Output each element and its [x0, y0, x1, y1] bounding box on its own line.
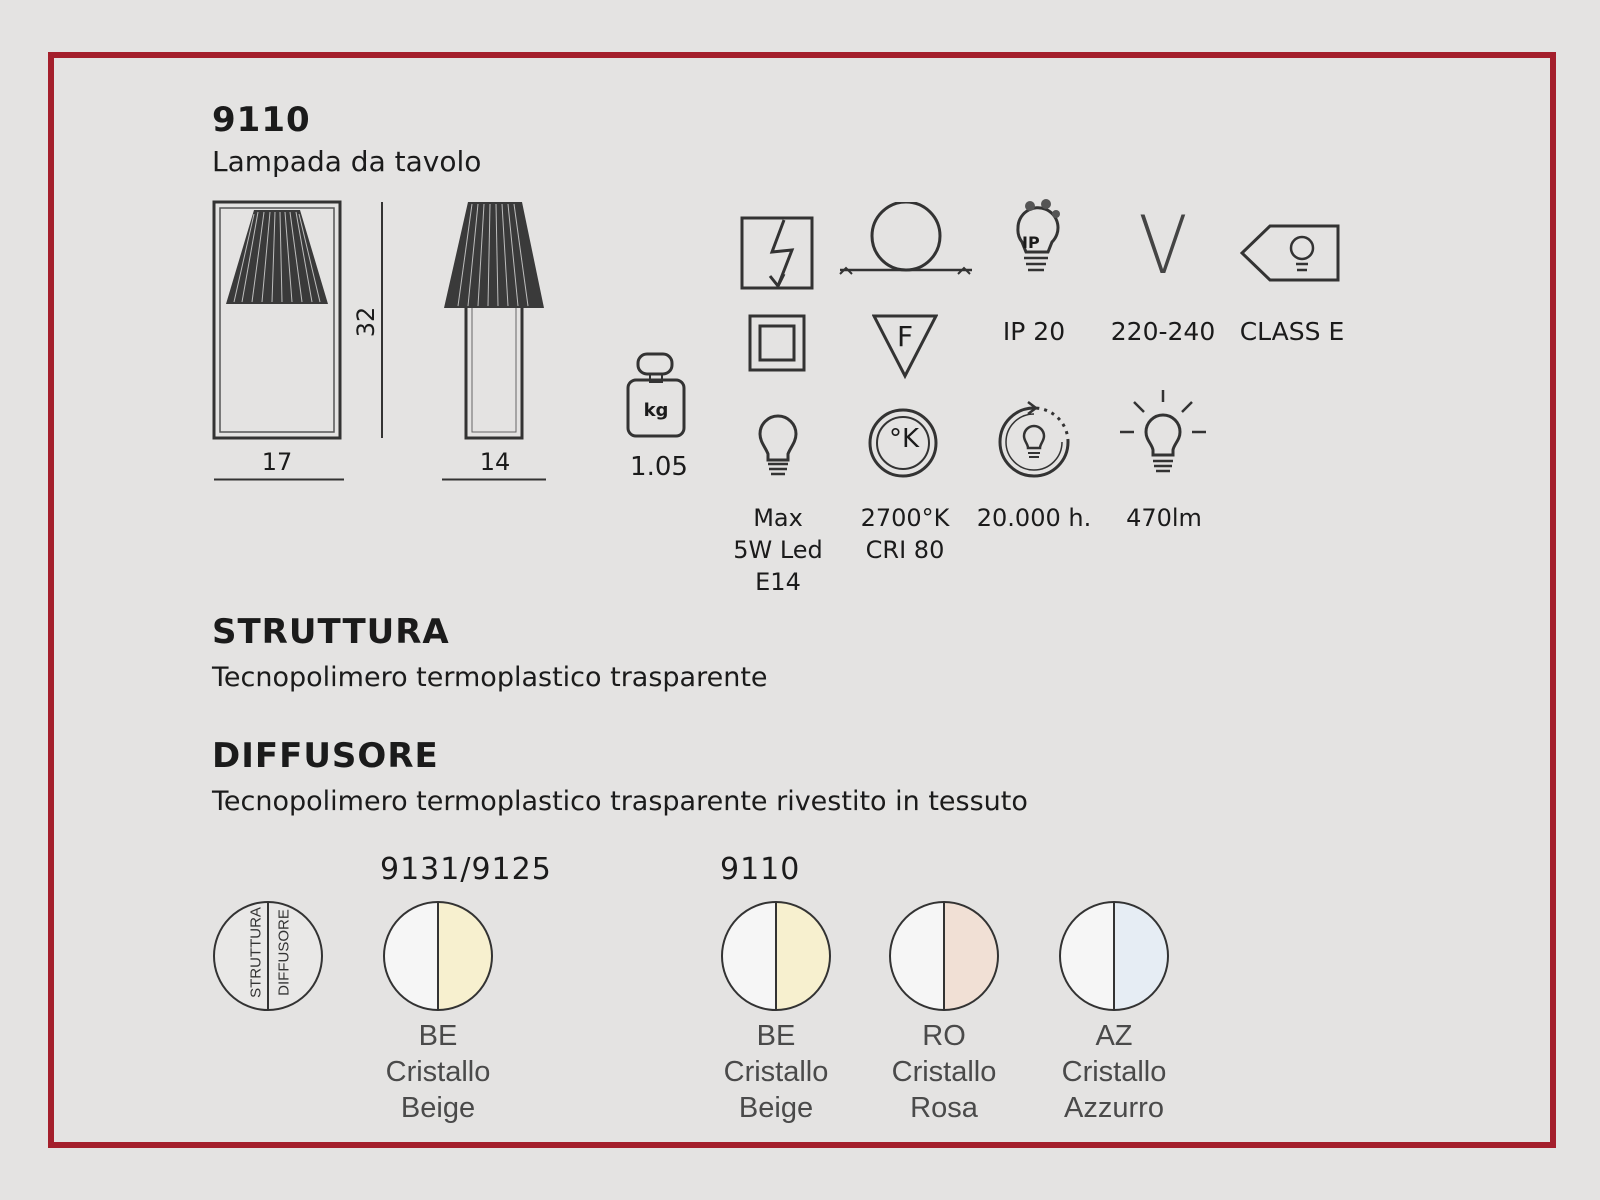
- finish-swatch: [1058, 900, 1170, 1012]
- finish-code: AZ: [1095, 1020, 1133, 1052]
- color-temp-line: CRI 80: [865, 536, 945, 564]
- bulb-spec-line: 5W Led: [733, 536, 823, 564]
- finish-name-line1: Cristallo: [1061, 1056, 1167, 1088]
- finish-label: [696, 1018, 856, 1126]
- energy-class-value: CLASS E: [1239, 317, 1345, 346]
- front-width-line: [214, 478, 344, 481]
- voltage-icon: V: [1138, 199, 1188, 292]
- finish-label: [864, 1018, 1024, 1126]
- kelvin-symbol: °K: [888, 424, 920, 454]
- weight-value: 1.05: [630, 452, 688, 482]
- lumen-value: 470lm: [1126, 504, 1202, 532]
- finish-swatch-svg: [1058, 900, 1170, 1012]
- bulb-spec: [718, 502, 838, 598]
- finish-swatch: [382, 900, 494, 1012]
- structure-title: STRUTTURA: [212, 612, 450, 652]
- legend-diffuser-label: DIFFUSORE: [275, 909, 293, 996]
- weight-icon: [624, 352, 688, 442]
- finish-group-title: 9110: [720, 852, 801, 887]
- diffuser-text: Tecnopolimero termoplastico trasparente rivestito in tessuto: [212, 786, 1028, 817]
- legend-structure-label: STRUTTURA: [247, 907, 265, 998]
- finish-name-line2: Rosa: [910, 1092, 978, 1124]
- lamp-front-drawing: [212, 200, 348, 444]
- surface-mount-icon: [838, 202, 974, 276]
- structure-text: Tecnopolimero termoplastico trasparente: [212, 662, 768, 693]
- height-line: [380, 202, 384, 438]
- side-width-line: [442, 478, 546, 481]
- lifetime-value: 20.000 h.: [976, 504, 1092, 532]
- filament-f-letter: F: [896, 320, 914, 353]
- finish-code: RO: [922, 1020, 966, 1052]
- color-temp-line: 2700°K: [860, 504, 950, 532]
- product-name: Lampada da tavolo: [212, 145, 482, 178]
- side-width-dimension: 14: [479, 448, 511, 476]
- finish-swatch: [888, 900, 1000, 1012]
- finish-name-line2: Beige: [738, 1092, 814, 1124]
- finish-code: BE: [418, 1020, 458, 1052]
- bulb-spec-line: E14: [755, 568, 801, 596]
- finish-code: BE: [756, 1020, 796, 1052]
- height-dimension: 32: [352, 306, 380, 338]
- weight-unit: kg: [643, 400, 669, 421]
- ip-logo-text: IP: [1022, 233, 1040, 252]
- legend-swatch: [212, 900, 324, 1012]
- finish-group-title: 9131/9125: [380, 852, 552, 887]
- bulb-spec-line: Max: [753, 504, 803, 532]
- finish-name-line2: Azzurro: [1064, 1092, 1164, 1124]
- finish-name-line1: Cristallo: [891, 1056, 997, 1088]
- finish-name-line2: Beige: [400, 1092, 476, 1124]
- diffuser-title: DIFFUSORE: [212, 736, 439, 776]
- finish-name-line1: Cristallo: [723, 1056, 829, 1088]
- bulb-icon: [752, 406, 804, 478]
- shock-protection-icon: [740, 216, 814, 290]
- finish-swatch-svg: [382, 900, 494, 1012]
- lifetime-icon: [994, 400, 1074, 482]
- finish-swatch: [720, 900, 832, 1012]
- finish-label: [1034, 1018, 1194, 1126]
- color-temp-spec: [846, 502, 964, 566]
- class-two-insulation-icon: [748, 314, 806, 372]
- ip-rating-value: IP 20: [1002, 317, 1066, 346]
- finish-label: [358, 1018, 518, 1126]
- energy-class-icon: [1240, 224, 1340, 284]
- product-code: 9110: [212, 100, 311, 140]
- lumen-icon: [1118, 388, 1208, 482]
- voltage-value: 220-240: [1110, 317, 1216, 346]
- lamp-side-drawing: [440, 200, 550, 444]
- finish-name-line1: Cristallo: [385, 1056, 491, 1088]
- finish-swatch-svg: [720, 900, 832, 1012]
- finish-swatch-svg: [888, 900, 1000, 1012]
- front-width-dimension: 17: [261, 448, 293, 476]
